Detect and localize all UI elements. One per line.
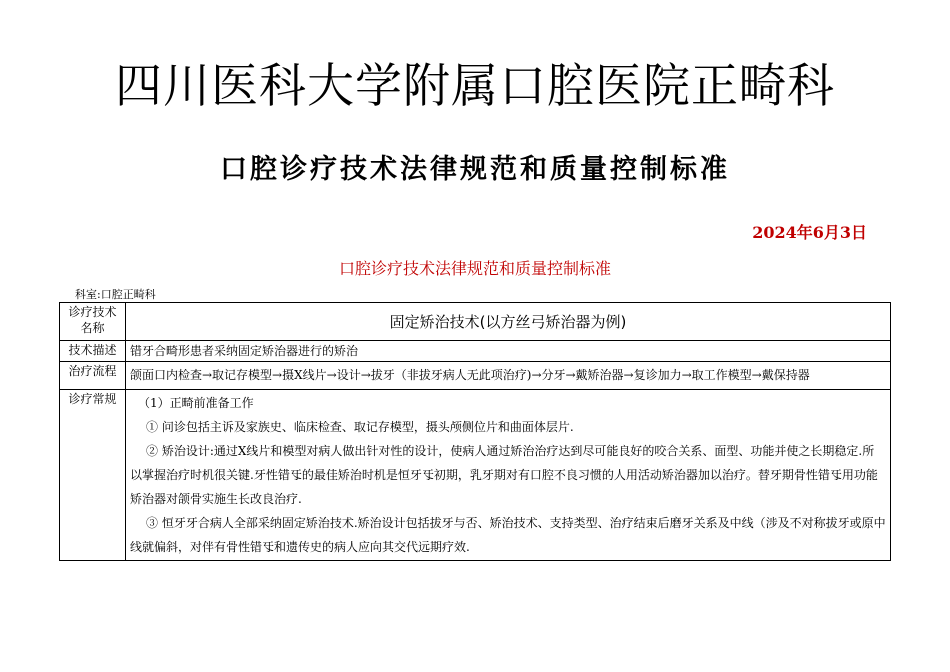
technique-name-value: 固定矫治技术(以方丝弓矫治器为例) xyxy=(126,303,891,341)
process-value: 颌面口内检查→取记存模型→摄X线片→设计→拔牙（非拔牙病人无此项治疗)→分牙→戴矫治器→复诊加力→取工作模型→戴保持器 xyxy=(126,362,891,390)
routine-paragraph: ② 矫治设计:通过X线片和模型对病人做出针对性的设计，使病人通过矫治治疗达到尽可能良好的咬合关系、面型、功能并使之长期稳定.所以掌握治疗时机很关键.牙性错㸦的最佳矫治时机是恒牙㸦初期，乳牙期对有口腔不良习惯的人用活动矫治器加以治疗。替牙期骨性错㸦用功能矫治器对颌骨实施生长改良治疗. xyxy=(130,444,878,506)
row-label-process: 治疗流程 xyxy=(60,362,126,390)
routine-paragraph: （1）正畸前准备工作 xyxy=(138,396,254,410)
table-row xyxy=(60,341,891,362)
row-label-description: 技术描述 xyxy=(60,341,126,362)
routine-paragraph: ③ 恒牙牙合病人全部采纳固定矫治技术.矫治设计包括拔牙与否、矫治技术、支持类型、治疗结束后磨牙关系及中线（涉及不对称拔牙或原中线就偏斜，对伴有骨性错㸦和遗传史的病人应向其交代远期疗效. xyxy=(130,516,886,554)
row-label-routine: 诊疗常规 xyxy=(60,390,126,561)
department-label: 科室:口腔正畸科 xyxy=(75,288,156,301)
table-row xyxy=(60,390,891,561)
description-value: 错牙合畸形患者采纳固定矫治器进行的矫治 xyxy=(126,341,891,362)
routine-paragraph: ① 问诊包括主诉及家族史、临床检查、取记存模型，摄头颅侧位片和曲面体层片. xyxy=(146,420,574,434)
technique-table xyxy=(59,302,891,561)
document-heading: 口腔诊疗技术法律规范和质量控制标准 xyxy=(338,259,611,278)
table-row xyxy=(60,303,891,341)
document-main-title: 四川医科大学附属口腔医院正畸科 xyxy=(115,59,835,114)
routine-value xyxy=(126,390,891,561)
row-label-technique-name: 诊疗技术名称 xyxy=(60,303,126,341)
table-row xyxy=(60,362,891,390)
document-date: 2024年6月3日 xyxy=(752,223,867,242)
document-sub-title: 口腔诊疗技术法律规范和质量控制标准 xyxy=(220,154,730,185)
